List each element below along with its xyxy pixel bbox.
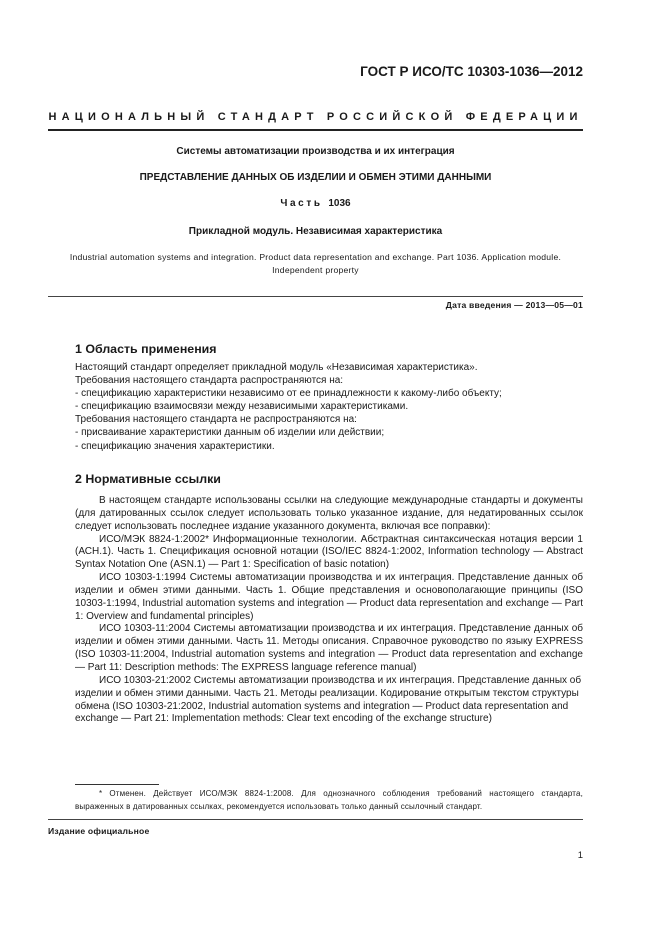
part-word: Часть (280, 198, 323, 209)
section-1-line: - присваивание характеристики данным об изделии или действии; (75, 427, 385, 439)
section-1-line: Требования настоящего стандарта распространяются на: (75, 375, 344, 387)
section-1-line: Требования настоящего стандарта не распространяются на: (75, 414, 357, 426)
section-2-paragraph: В настоящем стандарте использованы ссылки на следующие международные стандарты и документы (для датированных ссылок следует использовать только указанное издание, для недатированных ссылок следует использовать последнее издание указанного документа, включая все поправки): (75, 495, 583, 532)
section-1-line: Настоящий стандарт определяет прикладной модуль «Независимая характеристика». (75, 362, 478, 373)
section-2-heading: 2 Нормативные ссылки (75, 472, 221, 486)
header-divider (48, 129, 583, 131)
reference-iso-10303-21: ИСО 10303-21:2002 Системы автоматизации производства и их интеграция. Представление данных об изделии и обмен этими данными. Часть 21. Методы реализации. Кодирование открытым текстом структуры обмена (ISO 10303-21:2002, Industrial automation systems and integration — Product data representation and exchange — Part 21: Implementation methods: Clear text encoding of the exchange structure) (75, 674, 582, 725)
reference-iso-iec-8824-1: ИСО/МЭК 8824-1:2002* Информационные технологии. Абстрактная синтаксическая нотация версии 1 (АСН.1). Часть 1. Спецификация основной нотации (ISO/IEC 8824-1:2002, Information technology — Abstract Syntax Notation One (ASN.1) — Part 1: Specification of basic notation) (75, 533, 583, 571)
part-label (48, 198, 583, 209)
section-2-body (75, 495, 583, 726)
footnote-text: Отменен. Действует ИСО/МЭК 8824-1:2008. Для однозначного соблюдения требований настоящего стандарта, выраженных в датированных ссылках, рекомендуется использовать только данный ссылочный стандарт. (75, 789, 583, 811)
standard-subseries-title: ПРЕДСТАВЛЕНИЕ ДАННЫХ ОБ ИЗДЕЛИИ И ОБМЕН ЭТИМИ ДАННЫМИ (139, 172, 492, 183)
title-divider (48, 296, 583, 297)
footer-divider (48, 819, 583, 820)
footnote (75, 787, 583, 813)
standard-series-title: Системы автоматизации производства и их интеграция (176, 146, 455, 157)
section-1-line: - спецификацию взаимосвязи между независимыми характеристиками. (75, 401, 409, 413)
footnote-divider (75, 784, 159, 785)
section-1-line: - спецификацию значения характеристики. (75, 440, 275, 452)
reference-iso-10303-11: ИСО 10303-11:2004 Системы автоматизации производства и их интеграция. Представление данных об изделии и обмен этими данными. Часть 11. Методы описания. Справочное руководство по языку EXPRESS (ISO 10303-11:2004, Industrial automation systems and integration — Product data representation and exchange — Part 11: Description methods: The EXPRESS language reference manual) (75, 623, 583, 673)
english-title: Industrial automation systems and integration. Product data representation and exchange. Part 1036. Application module. Independent property (69, 252, 562, 275)
section-1-body (75, 361, 583, 453)
section-1-line: - спецификацию характеристики независимо от ее принадлежности к какому-либо объекту; (75, 388, 502, 400)
reference-iso-10303-1: ИСО 10303-1:1994 Системы автоматизации производства и их интеграция. Представление данных об изделии и обмен этими данными. Часть 1. Общие представления и основополагающие принципы (ISO 10303-1:1994, Industrial automation systems and integration — Product data representation and exchange — Part 1: Overview and fundamental principles) (75, 572, 583, 622)
document-code: ГОСТ Р ИСО/ТС 10303-1036—2012 (360, 64, 583, 79)
page-number: 1 (577, 850, 583, 861)
section-1-heading: 1 Область применения (75, 342, 217, 356)
national-standard-banner: НАЦИОНАЛЬНЫЙ СТАНДАРТ РОССИЙСКОЙ ФЕДЕРАЦИИ (48, 111, 583, 123)
footnote-mark: * (99, 789, 103, 798)
edition-label: Издание официальное (48, 826, 150, 836)
module-title: Прикладной модуль. Независимая характеристика (188, 226, 443, 237)
introduction-date: Дата введения — 2013—05—01 (445, 300, 583, 310)
part-number: 1036 (328, 198, 351, 209)
